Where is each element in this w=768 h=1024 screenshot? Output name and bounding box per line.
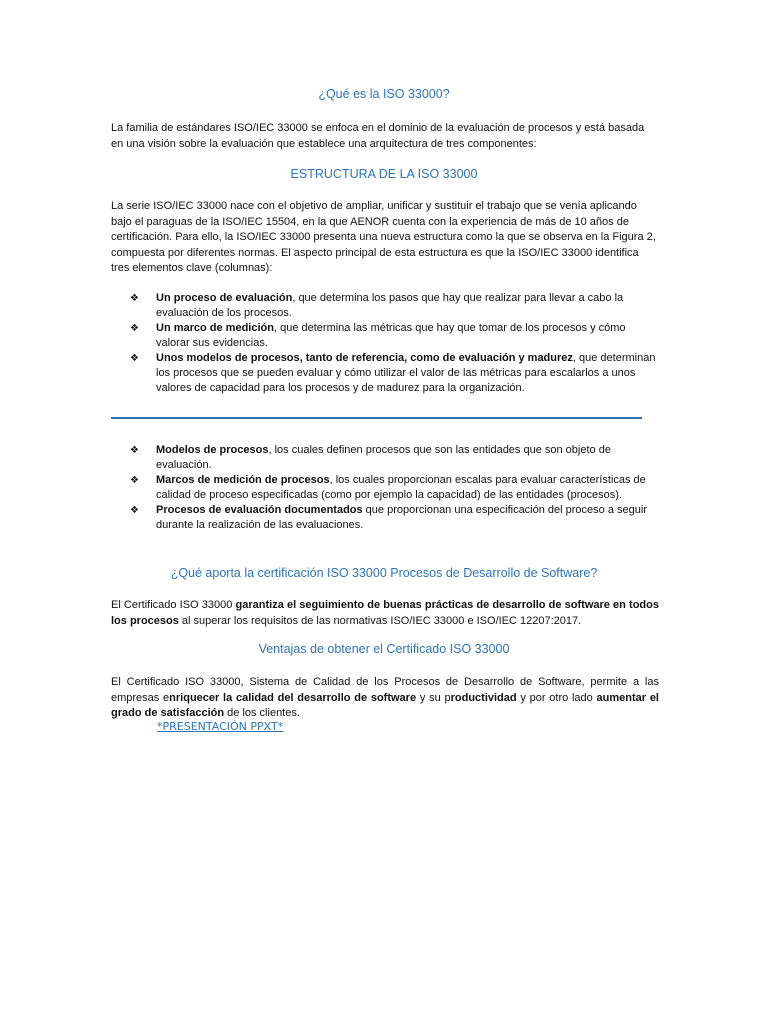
list-item: [130, 443, 660, 473]
text-run-bold: nriquecer la calidad del desarrollo de software: [169, 691, 417, 704]
presentation-link[interactable]: *PRESENTACIÓN PPXT*: [157, 720, 284, 733]
components-list: [130, 443, 660, 533]
list-item-bold: Un proceso de evaluación: [156, 292, 293, 304]
heading-what-is-iso: ¿Qué es la ISO 33000?: [318, 87, 450, 101]
list-item-text: , que determina las métricas que hay que tomar de los procesos y cómo valorar sus evidencias.: [156, 322, 626, 349]
text-run: y por otro lado: [516, 691, 597, 704]
list-item-text: , que determinan los procesos que se pueden evaluar y cómo utilizar el valor de las métricas para escalarlos a unos valores de capacidad para los procesos y de madurez para la organización.: [156, 352, 656, 394]
text-run: y su p: [416, 691, 451, 704]
advantages-paragraph: [111, 675, 659, 722]
list-item: [130, 473, 660, 503]
text-run-bold: aumentar el grado de satisfacción: [111, 691, 659, 719]
text-run: El Certificado ISO 33000: [111, 599, 236, 611]
diamond-bullet-icon: ❖: [130, 475, 139, 486]
heading-structure: ESTRUCTURA DE LA ISO 33000: [290, 167, 478, 181]
list-item: [130, 351, 660, 396]
list-item-bold: Procesos de evaluación documentados: [156, 504, 363, 516]
text-run: al superar los requisitos de las normativas ISO/IEC 33000 e ISO/IEC 12207:2017.: [178, 614, 582, 627]
diamond-bullet-icon: ❖: [130, 505, 139, 516]
text-run-bold: garantiza el seguimiento de buenas prácticas de desarrollo de software en todos los procesos: [111, 599, 659, 627]
list-item-bold: Modelos de procesos: [156, 444, 269, 456]
list-item-text: , los cuales proporcionan escalas para evaluar características de calidad de proceso especificadas (como por ejemplo la capacidad) de las entidades (procesos).: [156, 474, 646, 501]
list-item: [130, 291, 660, 321]
diamond-bullet-icon: ❖: [130, 323, 139, 334]
diamond-bullet-icon: ❖: [130, 293, 139, 304]
structure-paragraph: La serie ISO/IEC 33000 nace con el objetivo de ampliar, unificar y sustituir el trabajo que se venía aplicando bajo el paraguas de la ISO/IEC 15504, en la que AENOR cuenta con la experiencia de más de 10 años de certificación. Para ello, la ISO/IEC 33000 presenta una nueva estructura como la que se observa en la Figura 2, compuesta por diferentes normas. El aspecto principal de esta estructura es que la ISO/IEC 33000 identifica tres elementos clave (columnas):: [111, 200, 656, 274]
heading-advantages: Ventajas de obtener el Certificado ISO 33000: [258, 642, 510, 656]
diamond-bullet-icon: ❖: [130, 445, 139, 456]
text-run: de los clientes.: [224, 707, 300, 719]
text-run-bold: roductividad: [450, 691, 517, 704]
section-divider: [111, 417, 642, 419]
list-item-bold: Marcos de medición de procesos: [156, 474, 330, 486]
text-run: El Certificado ISO 33000, Sistema de Calidad de los Procesos de Desarrollo de Software, permite a las empresas e: [111, 676, 659, 704]
list-item-text: que proporcionan una especificación del proceso a seguir durante la realización de las evaluaciones.: [156, 504, 647, 531]
list-item: [130, 321, 660, 351]
list-item: [130, 503, 660, 533]
list-item-bold: Unos modelos de procesos, tanto de referencia, como de evaluación y madurez: [156, 352, 573, 364]
list-item-text: , que determina los pasos que hay que realizar para llevar a cabo la evaluación de los procesos.: [156, 292, 624, 319]
heading-certification-benefits: ¿Qué aporta la certificación ISO 33000 Procesos de Desarrollo de Software?: [170, 566, 598, 580]
key-elements-list: [130, 291, 660, 396]
certification-paragraph: [111, 598, 659, 629]
diamond-bullet-icon: ❖: [130, 353, 139, 364]
intro-paragraph: La familia de estándares ISO/IEC 33000 se enfoca en el dominio de la evaluación de procesos y está basada en una visión sobre la evaluación que establece una arquitectura de tres componentes:: [111, 122, 645, 150]
list-item-bold: Un marco de medición: [156, 322, 274, 334]
list-item-text: , los cuales definen procesos que son las entidades que son objeto de evaluación.: [156, 444, 611, 471]
